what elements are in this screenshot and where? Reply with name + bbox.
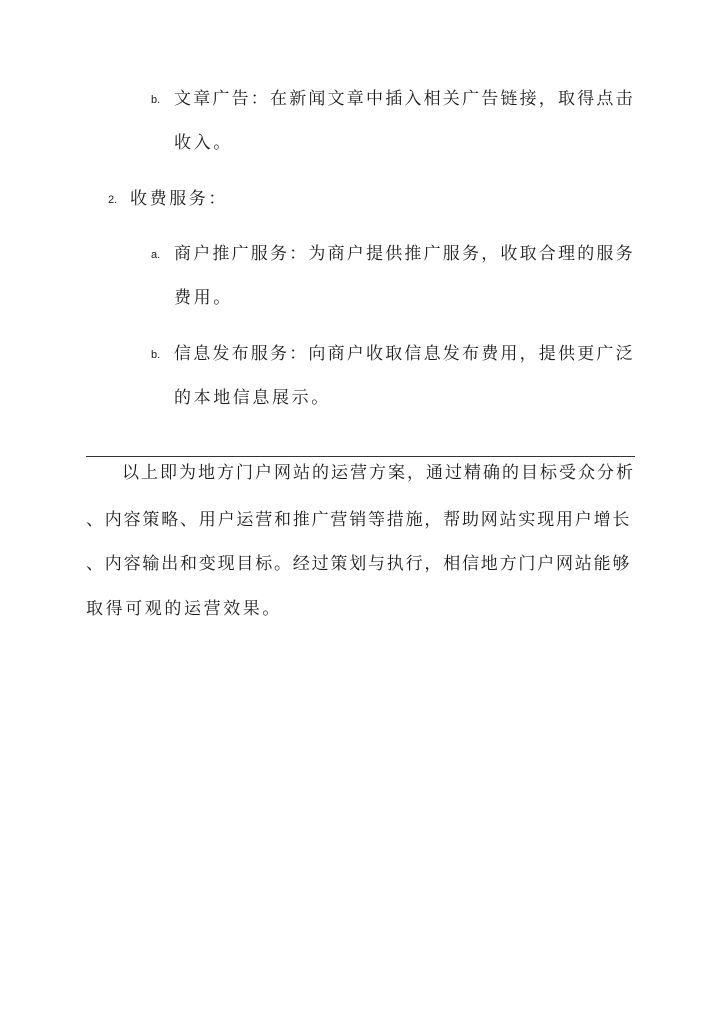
list-item-text-continued: 费用。 (174, 288, 233, 308)
section-heading: 收费服务： (130, 189, 228, 209)
list-item-text: 商户推广服务：为商户提供推广服务，收取合理的服务 (174, 244, 635, 264)
list-marker-a: a. (151, 249, 161, 261)
list-marker-2: 2. (108, 194, 118, 206)
conclusion-line: 以上即为地方门户网站的运营方案，通过精确的目标受众分析 (122, 463, 635, 483)
list-marker-b: b. (151, 349, 161, 361)
conclusion-line: 、内容输出和变现目标。经过策划与执行，相信地方门户网站能够 (86, 554, 632, 574)
list-item-text: 文章广告：在新闻文章中插入相关广告链接，取得点击 (174, 89, 635, 109)
list-item-text-continued: 的本地信息展示。 (174, 388, 331, 408)
conclusion-line: 、内容策略、用户运营和推广营销等措施，帮助网站实现用户增长 (86, 510, 632, 530)
list-marker-b: b. (151, 94, 161, 106)
conclusion-line: 取得可观的运营效果。 (86, 599, 282, 619)
list-item-text: 信息发布服务：向商户收取信息发布费用，提供更广泛 (174, 344, 635, 364)
list-item-text-continued: 收入。 (174, 133, 233, 153)
horizontal-divider (86, 456, 635, 457)
